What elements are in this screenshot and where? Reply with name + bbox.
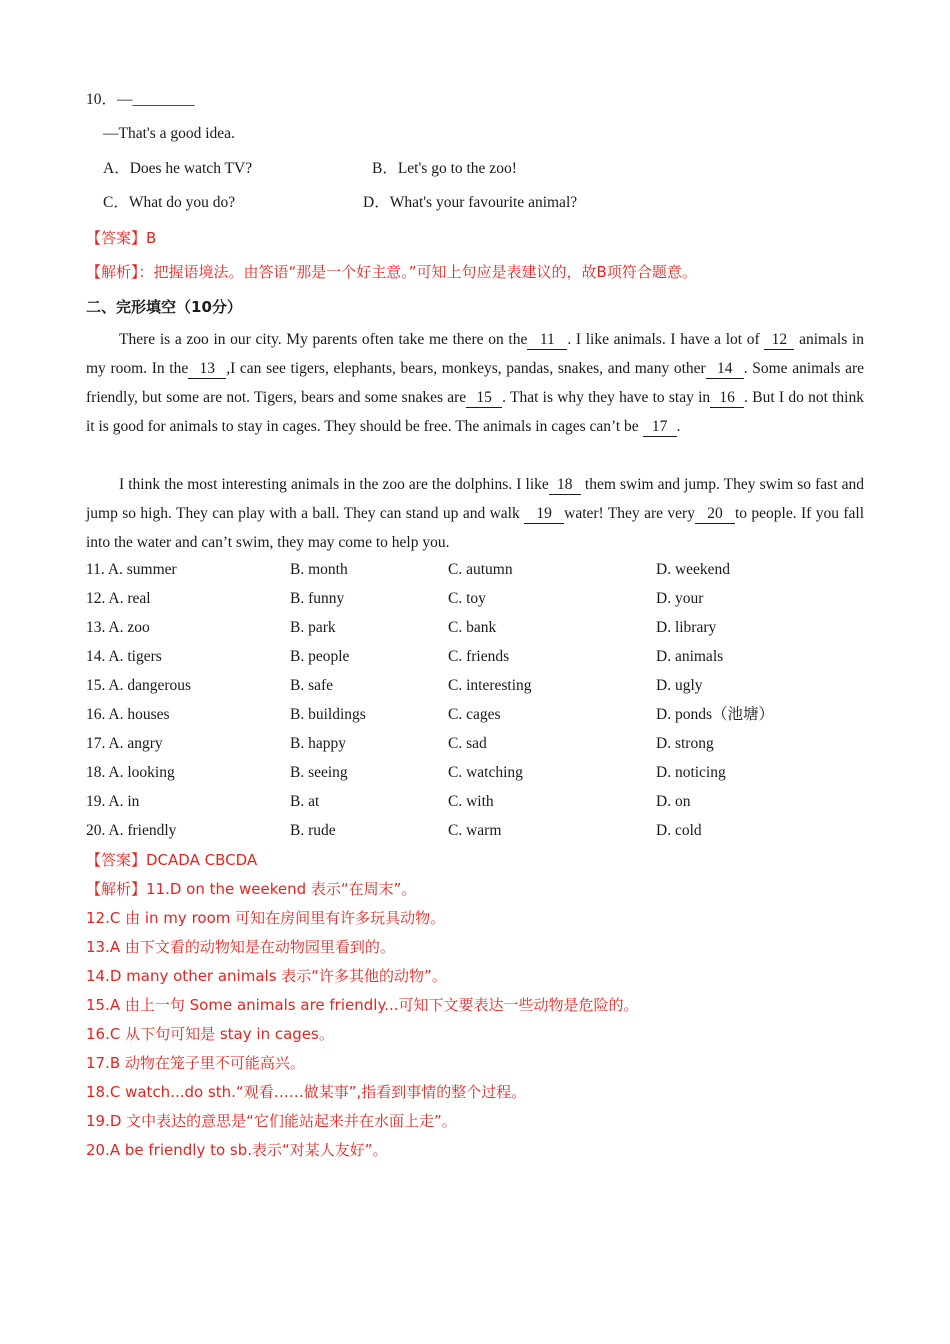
option-19-d: D. on bbox=[656, 793, 691, 810]
option-18-c: C. watching bbox=[448, 764, 523, 781]
blank-12: 12 bbox=[764, 331, 794, 350]
option-16-a: 16. A. houses bbox=[86, 706, 170, 723]
analysis-line: 18.C watch...do sth.“观看……做某事”,指看到事情的整个过程。 bbox=[86, 1083, 527, 1101]
passage-text: animals in my room. In the bbox=[86, 331, 865, 377]
q10-answer: 【答案】B bbox=[86, 229, 157, 247]
option-13-a: 13. A. zoo bbox=[86, 619, 150, 636]
option-15-a: 15. A. dangerous bbox=[86, 677, 192, 694]
option-16-d: D. ponds（池塘） bbox=[656, 706, 774, 723]
analysis-line: 【解析】11.D on the weekend 表示“在周末”。 bbox=[86, 880, 417, 898]
passage-text: water! They are very bbox=[564, 505, 695, 522]
blank-17: 17 bbox=[643, 418, 677, 437]
passage-paragraph-1 bbox=[86, 325, 864, 441]
option-20-b: B. rude bbox=[290, 822, 336, 839]
cloze-answer: 【答案】DCADA CBCDA bbox=[86, 851, 258, 869]
blank-14: 14 bbox=[706, 360, 744, 379]
option-14-d: D. animals bbox=[656, 648, 724, 665]
analysis-line: 14.D many other animals 表示“许多其他的动物”。 bbox=[86, 967, 447, 985]
option-19-b: B. at bbox=[290, 793, 320, 810]
blank-16: 16 bbox=[710, 389, 744, 408]
option-17-b: B. happy bbox=[290, 735, 346, 752]
option-17-c: C. sad bbox=[448, 735, 487, 752]
option-18-a: 18. A. looking bbox=[86, 764, 175, 781]
passage-text: . I like animals. I have a lot of bbox=[567, 331, 760, 348]
option-15-b: B. safe bbox=[290, 677, 334, 694]
option-11-d: D. weekend bbox=[656, 561, 731, 578]
option-11-a: 11. A. summer bbox=[86, 561, 177, 578]
option-20-d: D. cold bbox=[656, 822, 702, 839]
passage-paragraph-2 bbox=[86, 470, 864, 557]
analysis-line: 20.A be friendly to sb.表示“对某人友好”。 bbox=[86, 1141, 388, 1159]
option-12-c: C. toy bbox=[448, 590, 486, 607]
analysis-line: 19.D 文中表达的意思是“它们能站起来并在水面上走”。 bbox=[86, 1112, 457, 1130]
option-19-c: C. with bbox=[448, 793, 494, 810]
option-20-c: C. warm bbox=[448, 822, 502, 839]
analysis-line: 13.A 由下文看的动物知是在动物园里看到的。 bbox=[86, 938, 395, 956]
passage-text: I think the most interesting animals in the zoo are the dolphins. I like bbox=[119, 476, 549, 493]
passage-text: to people. If you fall into the water and can’t swim, they may come to help you. bbox=[86, 505, 865, 551]
analysis-line: 16.C 从下句可知是 stay in cages。 bbox=[86, 1025, 334, 1043]
option-16-b: B. buildings bbox=[290, 706, 366, 723]
q10-option-c: C．What do you do? bbox=[103, 194, 236, 211]
option-14-a: 14. A. tigers bbox=[86, 648, 162, 665]
passage-text: them swim and jump. They swim so fast and jump so high. They can play with a ball. They can stand up and walk bbox=[86, 476, 864, 522]
q10-stem: 10．—________ bbox=[86, 91, 195, 108]
section-title: 二、完形填空（10分） bbox=[86, 298, 242, 316]
option-14-b: B. people bbox=[290, 648, 350, 665]
q10-option-b: B．Let's go to the zoo! bbox=[372, 160, 517, 177]
q10-reply: —That's a good idea. bbox=[103, 125, 235, 142]
blank-11: 11 bbox=[527, 331, 567, 350]
q10-option-a: A．Does he watch TV? bbox=[103, 160, 253, 177]
option-12-d: D. your bbox=[656, 590, 704, 607]
analysis-line: 12.C 由 in my room 可知在房间里有许多玩具动物。 bbox=[86, 909, 446, 927]
option-11-c: C. autumn bbox=[448, 561, 513, 578]
analysis-line: 15.A 由上一句 Some animals are friendly...可知下文要表达一些动物是危险的。 bbox=[86, 996, 639, 1014]
option-17-d: D. strong bbox=[656, 735, 714, 752]
passage-text: ,I can see tigers, elephants, bears, monkeys, pandas, snakes, and many other bbox=[226, 360, 706, 377]
blank-18: 18 bbox=[549, 476, 581, 495]
option-12-b: B. funny bbox=[290, 590, 345, 607]
option-13-b: B. park bbox=[290, 619, 336, 636]
option-18-d: D. noticing bbox=[656, 764, 726, 781]
option-12-a: 12. A. real bbox=[86, 590, 151, 607]
option-17-a: 17. A. angry bbox=[86, 735, 163, 752]
option-14-c: C. friends bbox=[448, 648, 510, 665]
option-13-d: D. library bbox=[656, 619, 717, 636]
option-20-a: 20. A. friendly bbox=[86, 822, 177, 839]
blank-15: 15 bbox=[466, 389, 502, 408]
passage-text: . bbox=[676, 418, 681, 435]
option-15-c: C. interesting bbox=[448, 677, 532, 694]
q10-analysis: 【解析】：把握语境法。由答语“那是一个好主意。”可知上句应是表建议的，故B项符合题意。 bbox=[86, 263, 697, 281]
option-19-a: 19. A. in bbox=[86, 793, 140, 810]
option-15-d: D. ugly bbox=[656, 677, 703, 694]
passage-text: . Some animals are friendly, but some are not. Tigers, bears and some snakes are bbox=[86, 360, 864, 406]
option-18-b: B. seeing bbox=[290, 764, 348, 781]
option-13-c: C. bank bbox=[448, 619, 497, 636]
q10-option-d: D．What's your favourite animal? bbox=[363, 194, 578, 211]
passage-text: . That is why they have to stay in bbox=[502, 389, 711, 406]
analysis-line: 17.B 动物在笼子里不可能高兴。 bbox=[86, 1054, 305, 1072]
option-16-c: C. cages bbox=[448, 706, 501, 723]
blank-19: 19 bbox=[524, 505, 564, 524]
blank-20: 20 bbox=[695, 505, 735, 524]
passage-text: There is a zoo in our city. My parents often take me there on the bbox=[119, 331, 528, 348]
passage-text: . But I do not think it is good for animals to stay in cages. They should be free. The animals in cages can’t be bbox=[86, 389, 864, 435]
blank-13: 13 bbox=[188, 360, 226, 379]
option-11-b: B. month bbox=[290, 561, 348, 578]
